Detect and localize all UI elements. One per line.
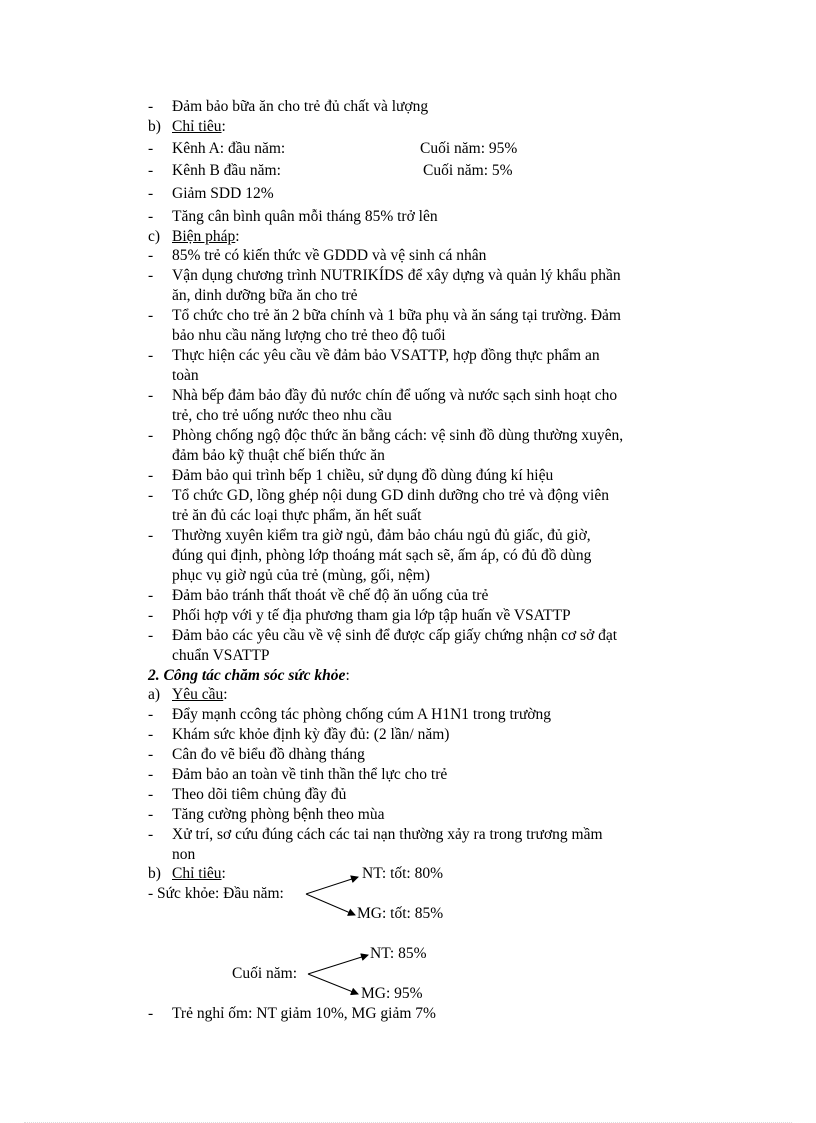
dash-marker: - (148, 1005, 154, 1022)
colon: : (221, 865, 226, 882)
list-item-text: đảm bảo kỹ thuật chế biến thức ăn (172, 447, 385, 464)
colon: : (221, 118, 226, 135)
list-item-text: Tăng cường phòng bệnh theo mùa (172, 806, 385, 823)
subheading-title: Chỉ tiêu (172, 865, 222, 882)
arrow-down-end (308, 974, 358, 994)
list-item-text: Đẩy mạnh ccông tác phòng chống cúm A H1N1 trong trường (172, 706, 552, 723)
bullet-text: Tăng cân bình quân mỗi tháng 85% trở lên (172, 208, 438, 225)
list-item-text: non (172, 846, 196, 863)
dash-marker: - (148, 766, 154, 783)
list-item-text: Phối hợp với y tế địa phương tham gia lớp tập huấn về VSATTP (172, 607, 571, 624)
section-title: 2. Công tác chăm sóc sức khỏe (148, 667, 346, 684)
dash-marker: - (148, 587, 154, 604)
mg-end-year: MG: 95% (361, 985, 423, 1002)
list-item-text: bảo nhu cầu năng lượng cho trẻ theo độ tuổi (172, 327, 446, 344)
list-item-text: Thực hiện các yêu cầu về đảm bảo VSATTP, hợp đồng thực phẩm an (172, 347, 600, 364)
bullet-text: Giảm SDD 12% (172, 185, 274, 202)
list-item-text: Phòng chống ngộ độc thức ăn bằng cách: vệ sinh đồ dùng thường xuyên, (172, 427, 624, 444)
dash-marker: - (148, 387, 154, 404)
list-item-text: Nhà bếp đảm bảo đầy đủ nước chín để uống và nước sạch sinh hoạt cho (172, 387, 618, 404)
list-item-text: Vận dụng chương trình NUTRIKÍDS để xây dựng và quản lý khẩu phần (172, 267, 621, 284)
list-item-text: Đảm bảo qui trình bếp 1 chiều, sử dụng đồ dùng đúng kí hiệu (172, 467, 554, 484)
list-item-text: Thường xuyên kiểm tra giờ ngủ, đảm bảo cháu ngủ đủ giấc, đủ giờ, (172, 527, 591, 544)
list-item-text: Xử trí, sơ cứu đúng cách các tai nạn thường xảy ra trong trương mầm (172, 826, 603, 843)
nt-start-year: NT: tốt: 80% (362, 865, 444, 882)
dash-marker: - (148, 826, 154, 843)
colon: : (223, 686, 228, 703)
dash-marker: - (148, 307, 154, 324)
kenh-b-start: Kênh B đầu năm: (172, 162, 281, 179)
dash-marker: - (148, 185, 154, 202)
suc-khoe-label: - Sức khỏe: Đầu năm: (148, 885, 284, 902)
kenh-a-start: Kênh A: đầu năm: (172, 140, 286, 157)
subheading-title: Biện pháp (172, 228, 236, 245)
list-item-text: trẻ ăn đủ các loại thực phẩm, ăn hết suất (172, 507, 422, 524)
list-item-text: Cân đo vẽ biểu đồ dhàng tháng (172, 746, 365, 763)
list-item-text: Tổ chức GD, lồng ghép nội dung GD dinh dưỡng cho trẻ và động viên (172, 487, 609, 504)
dash-marker: - (148, 140, 154, 157)
cuoi-nam-label: Cuối năm: (232, 965, 298, 982)
arrow-up-end (308, 955, 368, 974)
subheading-title: Chỉ tiêu (172, 118, 222, 135)
dash-marker: - (148, 208, 154, 225)
dash-marker: - (148, 267, 154, 284)
dash-marker: - (148, 527, 154, 544)
dash-marker: - (148, 247, 154, 264)
arrow-down-start (306, 894, 355, 915)
dash-marker: - (148, 706, 154, 723)
dash-marker: - (148, 786, 154, 803)
list-item-text: đúng qui định, phòng lớp thoáng mát sạch sẽ, ấm áp, có đủ đồ dùng (172, 547, 592, 564)
nt-end-year: NT: 85% (370, 945, 427, 962)
list-label: a) (148, 686, 161, 703)
mg-start-year: MG: tốt: 85% (357, 905, 444, 922)
dash-marker: - (148, 607, 154, 624)
dash-marker: - (148, 98, 154, 115)
list-label: b) (148, 118, 161, 135)
dash-marker: - (148, 726, 154, 743)
dash-marker: - (148, 627, 154, 644)
list-item-text: Đảm bảo an toàn về tinh thần thể lực cho trẻ (172, 766, 448, 783)
subheading-title: Yêu cầu (172, 686, 224, 703)
list-item-text: Theo dõi tiêm chủng đầy đủ (172, 786, 347, 803)
colon: : (345, 667, 350, 684)
list-item-text: chuẩn VSATTP (172, 647, 270, 664)
list-item-text: ăn, dinh dưỡng bữa ăn cho trẻ (172, 287, 358, 304)
list-item-text: 85% trẻ có kiến thức về GDDD và vệ sinh cá nhân (172, 247, 487, 264)
dash-marker: - (148, 487, 154, 504)
list-item-text: toàn (172, 367, 199, 384)
dash-marker: - (148, 347, 154, 364)
dash-marker: - (148, 427, 154, 444)
list-item-text: Tổ chức cho trẻ ăn 2 bữa chính và 1 bữa phụ và ăn sáng tại trường. Đảm (172, 307, 621, 324)
list-item-text: Đảm bảo tránh thất thoát về chế độ ăn uống của trẻ (172, 587, 489, 604)
kenh-a-end: Cuối năm: 95% (420, 140, 518, 157)
dash-marker: - (148, 746, 154, 763)
bullet-text: Trẻ nghỉ ốm: NT giảm 10%, MG giảm 7% (172, 1005, 436, 1022)
list-item-text: phục vụ giờ ngủ của trẻ (mùng, gối, nệm) (172, 567, 430, 584)
list-label: b) (148, 865, 161, 882)
colon: : (235, 228, 240, 245)
dash-marker: - (148, 467, 154, 484)
list-item-text: Đảm bảo các yêu cầu về vệ sinh để được cấp giấy chứng nhận cơ sở đạt (172, 627, 618, 644)
dash-marker: - (148, 806, 154, 823)
list-item-text: Khám sức khỏe định kỳ đầy đủ: (2 lần/ năm) (172, 726, 450, 743)
list-label: c) (148, 228, 161, 245)
dash-marker: - (148, 162, 154, 179)
list-item-text: trẻ, cho trẻ uống nước theo nhu cầu (172, 407, 392, 424)
bullet-text: Đảm bảo bữa ăn cho trẻ đủ chất và lượng (172, 98, 429, 115)
kenh-b-end: Cuối năm: 5% (423, 162, 513, 179)
arrow-up-start (306, 877, 358, 894)
